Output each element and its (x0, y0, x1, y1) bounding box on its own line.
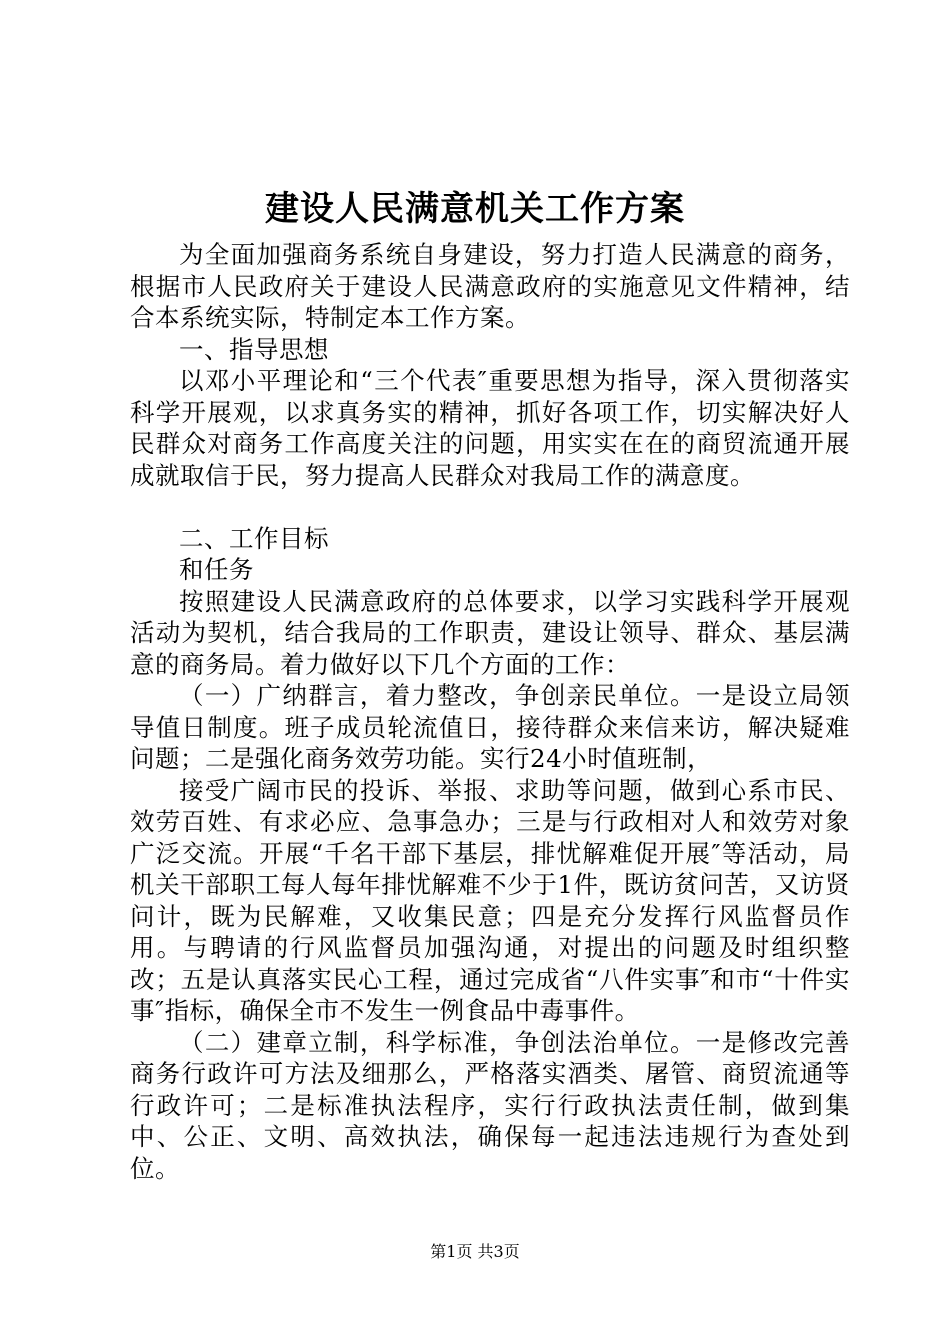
heading-work-goals: 二、工作目标 (179, 523, 329, 553)
paragraph-section-one-continued: 接受广阔市民的投诉、举报、求助等问题，做到心系市民、效劳百姓、有求必应、急事急办；三是与行政相对人和效劳对象广泛交流。开展“千名干部下基层，排忧解难促开展″等活动，局机关干部职工每人每年排忧解难不少于1件，既访贫问苦，又访贤问计，既为民解难，又收集民意；四是充分发挥行风监督员作用。与聘请的行风监督员加强沟通，对提出的问题及时组织整改；五是认真落实民心工程，通过完成省“八件实事″和市“十件实事″指标，确保全市不发生一例食品中毒事件。 (130, 775, 850, 1025)
heading-work-goals-continued: 和任务 (179, 555, 254, 584)
paragraph-guiding-ideology: 以邓小平理论和“三个代表″重要思想为指导，深入贯彻落实科学开展观，以求真务实的精神，抓好各项工作，切实解决好人民群众对商务工作高度关注的问题，用实实在在的商贸流通开展成就取信于民，努力提高人民群众对我局工作的满意度。 (130, 366, 850, 490)
paragraph-section-one: （一）广纳群言，着力整改，争创亲民单位。一是设立局领导值日制度。班子成员轮流值日，接待群众来信来访，解决疑难问题；二是强化商务效劳功能。实行24小时值班制， (130, 681, 850, 773)
document-body (130, 239, 850, 1184)
paragraph-overall-requirements: 按照建设人民满意政府的总体要求，以学习实践科学开展观活动为契机，结合我局的工作职责，建设让领导、群众、基层满意的商务局。着力做好以下几个方面的工作： (130, 586, 850, 679)
heading-guiding-ideology: 一、指导思想 (179, 334, 329, 364)
paragraph-section-two: （二）建章立制，科学标准，争创法治单位。一是修改完善商务行政许可方法及细那么，严格落实酒类、屠管、商贸流通等行政许可；二是标准执法程序，实行行政执法责任制，做到集中、公正、文明、高效执法，确保每一起违法违规行为查处到位。 (130, 1027, 850, 1183)
document-title: 建设人民满意机关工作方案 (265, 189, 685, 229)
page-number-footer: 第1页 共3页 (430, 1242, 520, 1261)
paragraph-intro: 为全面加强商务系统自身建设，努力打造人民满意的商务，根据市人民政府关于建设人民满意政府的实施意见文件精神，结合本系统实际，特制定本工作方案。 (130, 240, 850, 332)
